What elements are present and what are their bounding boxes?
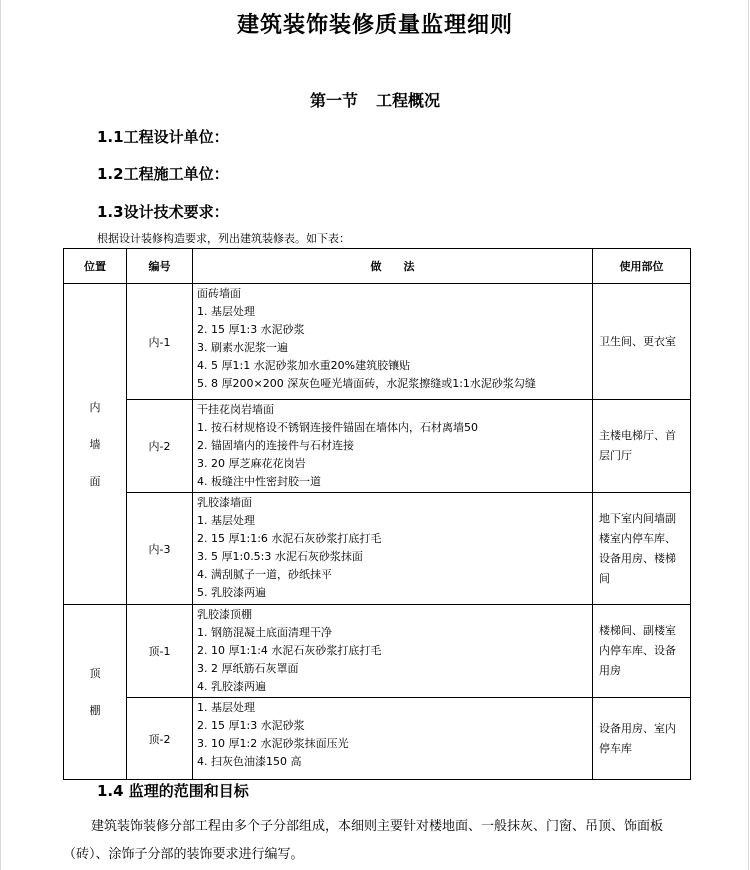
row-usage: 主楼电梯厅、首层门厅 xyxy=(593,400,691,493)
table-row xyxy=(64,698,691,780)
header-position: 位置 xyxy=(64,249,127,284)
row-code: 内-3 xyxy=(127,493,193,605)
row-method: 乳胶漆墙面 1. 基层处理 2. 15 厚1:1:6 水泥石灰砂浆打底打毛 3. 5 厚1:0.5:3 水泥石灰砂浆抹面 4. 满刮腻子一道，砂纸抹平 5. 乳胶漆两遍 xyxy=(193,493,593,605)
row-usage: 楼梯间、副楼室内停车库、设备用房 xyxy=(593,605,691,698)
section-number: 第一节 xyxy=(309,91,358,110)
row-code: 内-2 xyxy=(127,400,193,493)
heading-construction-unit: 1.2工程施工单位： xyxy=(97,165,229,183)
row-code: 内-1 xyxy=(127,284,193,400)
header-method: 做 法 xyxy=(193,249,593,284)
table-intro: 根据设计装修构造要求，列出建筑装修表。如下表： xyxy=(97,232,350,245)
page-edge-left xyxy=(0,0,1,870)
table-header-row xyxy=(64,249,691,284)
decoration-table xyxy=(63,248,691,780)
heading-scope-and-goals: 1.4 监理的范围和目标 xyxy=(97,782,249,800)
heading-design-unit: 1.1工程设计单位： xyxy=(97,128,229,146)
table-row xyxy=(64,400,691,493)
row-method: 1. 基层处理 2. 15 厚1:3 水泥砂浆 3. 10 厚1:2 水泥砂浆抹面压光 4. 扫灰色油漆150 高 xyxy=(193,698,593,780)
header-code: 编号 xyxy=(127,249,193,284)
row-method: 面砖墙面 1. 基层处理 2. 15 厚1:3 水泥砂浆 3. 刷素水泥浆一遍 4. 5 厚1:1 水泥砂浆加水重20%建筑胶镶贴 5. 8 厚200×200 深灰色哑光墙面砖，水泥浆擦缝或1:1水泥砂浆勾缝 xyxy=(193,284,593,400)
row-method: 干挂花岗岩墙面 1. 按石材规格设不锈钢连接件锚固在墙体内，石材离墙50 2. 锚固墙内的连接件与石材连接 3. 20 厚芝麻花花岗岩 4. 板缝注中性密封胶一道 xyxy=(193,400,593,493)
document-title: 建筑装饰装修质量监理细则 xyxy=(236,13,513,38)
table-row xyxy=(64,284,691,400)
header-usage: 使用部位 xyxy=(593,249,691,284)
section-name: 工程概况 xyxy=(376,91,441,110)
table-row xyxy=(64,605,691,698)
row-usage: 地下室内间墙副楼室内停车库、设备用房、楼梯间 xyxy=(593,493,691,605)
section-heading xyxy=(0,88,750,111)
heading-design-requirements: 1.3设计技术要求： xyxy=(97,203,229,221)
table-row xyxy=(64,493,691,605)
row-method: 乳胶漆顶棚 1. 钢筋混凝土底面清理干净 2. 10 厚1:1:4 水泥石灰砂浆打底打毛 3. 2 厚纸筋石灰罩面 4. 乳胶漆两遍 xyxy=(193,605,593,698)
body-paragraph: 建筑装饰装修分部工程由多个子分部组成，本细则主要针对楼地面、一般抹灰、门窗、吊顶、饰面板（砖）、涂饰子分部的装饰要求进行编写。 xyxy=(63,819,664,862)
row-code: 顶-2 xyxy=(127,698,193,780)
page-edge-right xyxy=(748,0,749,870)
position-inner-wall: 内 墙 面 xyxy=(64,284,127,605)
row-usage: 卫生间、更衣室 xyxy=(593,284,691,400)
position-ceiling: 顶 棚 xyxy=(64,605,127,780)
row-code: 顶-1 xyxy=(127,605,193,698)
row-usage: 设备用房、室内停车库 xyxy=(593,698,691,780)
